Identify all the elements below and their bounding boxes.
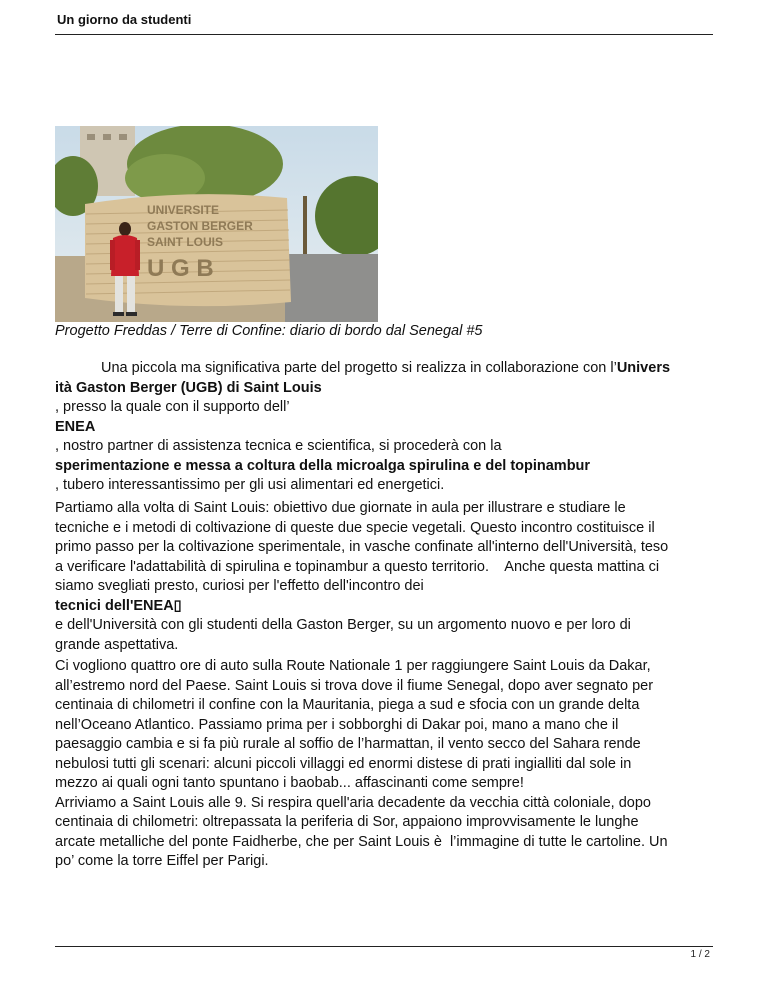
sign-line-1: UNIVERSITE	[147, 203, 220, 217]
paragraph-3: Ci vogliono quattro ore di auto sulla Route Nationale 1 per raggiungere Saint Louis da Dakar, all’estremo nord del Paese. Saint Louis si trova dove il fiume Senegal, dopo aver segnato per centinaia di chilometri il confine con la Mauritania, piega a sud e sfocia con un grande delta nell’Oceano Atlantico. Passiamo prima per i sobborghi di Dakar poi, mano a mano che il paesaggio cambia e si fa più rurale al soffio de l’harmattan, il vento secco del Sahara rende nebulosi tutti gli scenari: alcuni piccoli villaggi ed enormi distese di prati ingialliti dal sole in mezzo ai quali ogni tanto spuntano i baobab... affascinanti come sempre! Arriviamo a Saint Louis alle 9. Si respira quell'aria decadente da vecchia città coloniale, dopo centinaia di chilometri: oltrepassata la periferia di Sor, appaiono improvvisamente le lunghe arcate metalliche del ponte Faidherbe, che per Saint Louis è l’immagine di tutte le cartoline. Un po’ come la torre Eiffel per Parigi.	[55, 658, 668, 869]
photo-caption: Progetto Freddas / Terre di Confine: diario di bordo dal Senegal #5	[55, 323, 483, 339]
paragraph-1: Una piccola ma significativa parte del progetto si realizza in collaborazione con l’Univers ità Gaston Berger (UGB) di Saint Louis , presso la quale con il supporto dell’ ENEA , nostro partner di assistenza tecnica e scientifica, si procederà con la sperimentazione e messa a coltura della microalga spirulina e del topinambur , tubero interessantissimo per gli usi alimentari ed energetici.	[55, 360, 671, 493]
footer-divider	[55, 946, 713, 947]
page-number: 1 / 2	[690, 949, 710, 960]
sign-line-2: GASTON BERGER	[147, 219, 253, 233]
sign-line-3: SAINT LOUIS	[147, 235, 224, 249]
sign-line-4: U G B	[147, 255, 214, 282]
paragraph-2: Partiamo alla volta di Saint Louis: obiettivo due giornate in aula per illustrare e studiare le tecniche e i metodi di coltivazione di queste due specie vegetali. Questo incontro costituisce il primo passo per la coltivazione sperimentale, in vasche confinate all'interno dell'Università, teso a verificare l'adattabilità di spirulina e topinambur a questo territorio. Anche questa mattina ci siamo svegliati presto, curiosi per l'effetto dell'incontro dei tecnici dell'ENEA▯ e dell'Università con gli studenti della Gaston Berger, su un argomento nuovo e per loro di grande aspettativa.	[55, 500, 669, 653]
article-photo	[55, 126, 378, 322]
header-divider	[55, 34, 713, 35]
page-header-title: Un giorno da studenti	[57, 12, 192, 27]
